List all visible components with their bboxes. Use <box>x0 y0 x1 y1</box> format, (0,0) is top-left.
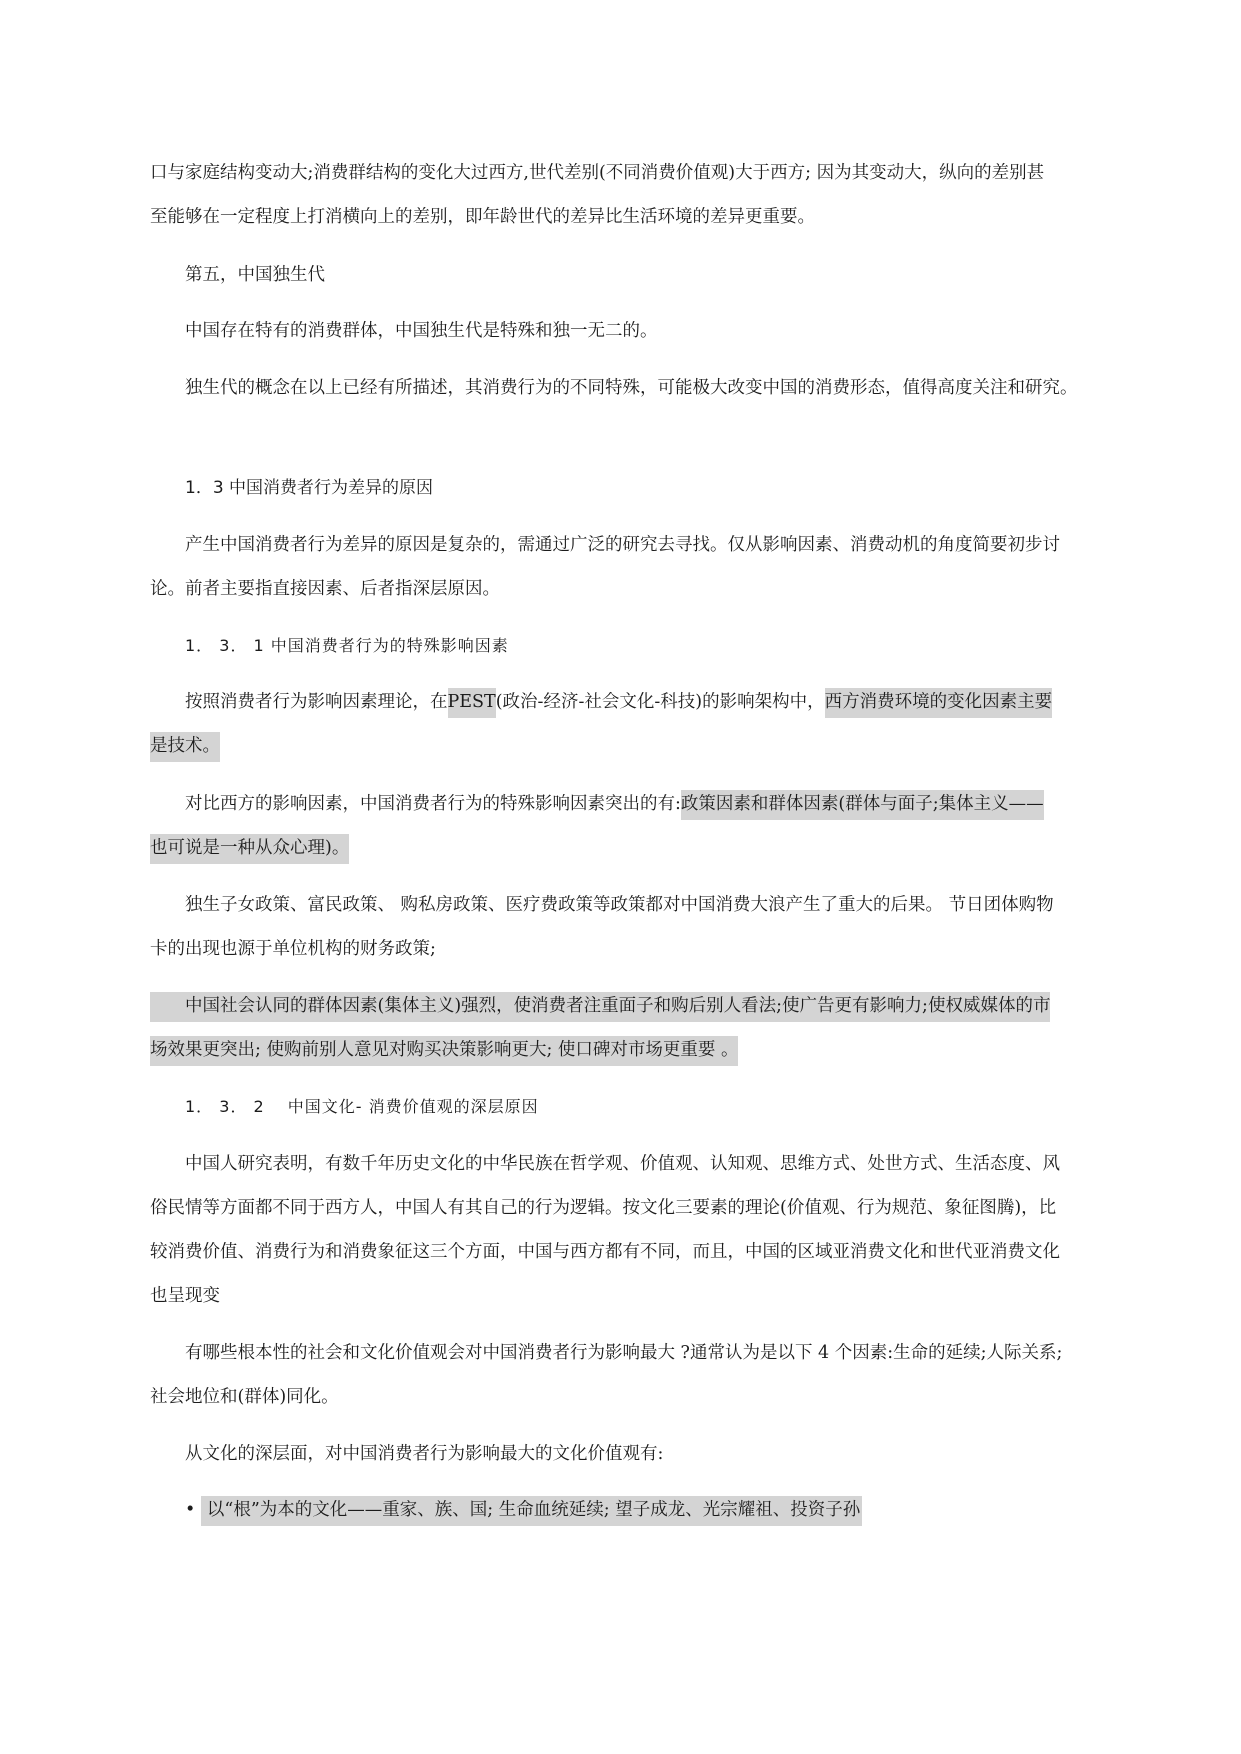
paragraph-line: 从文化的深层面，对中国消费者行为影响最大的文化价值观有: <box>185 1444 664 1464</box>
paragraph-line: 产生中国消费者行为差异的原因是复杂的，需通过广泛的研究去寻找。仅从影响因素、消费动机的角度简要初步讨 <box>185 535 1060 555</box>
paragraph-line <box>185 993 1050 1019</box>
highlighted-text: 以“根”为本的文化——重家、族、国; 生命血统延续; 望子成龙、光宗耀祖、投资子孙 <box>201 1496 862 1526</box>
paragraph-line: 也呈现变 <box>150 1286 220 1306</box>
paragraph-text: 对比西方的影响因素，中国消费者行为的特殊影响因素突出的有: <box>185 794 681 814</box>
section-heading: 1．3 中国消费者行为差异的原因 <box>185 478 434 498</box>
paragraph-line: 俗民情等方面都不同于西方人，中国人有其自己的行为逻辑。按文化三要素的理论(价值观、行为规范、象征图腾)，比 <box>150 1198 1057 1218</box>
paragraph-line: 中国存在特有的消费群体，中国独生代是特殊和独一无二的。 <box>185 321 658 341</box>
paragraph-text: 按照消费者行为影响因素理论，在 <box>185 692 448 712</box>
paragraph-line: 较消费价值、消费行为和消费象征这三个方面，中国与西方都有不同，而且，中国的区域亚消费文化和世代亚消费文化 <box>150 1242 1060 1262</box>
paragraph-line: 有哪些根本性的社会和文化价值观会对中国消费者行为影响最大 ?通常认为是以下 4 个因素:生命的延续;人际关系; <box>185 1343 1063 1363</box>
section-heading-fifth: 第五，中国独生代 <box>185 265 325 285</box>
paragraph-line: 社会地位和(群体)同化。 <box>150 1387 339 1407</box>
paragraph-line <box>185 791 1044 817</box>
highlighted-text: 政策因素和群体因素(群体与面子;集体主义—— <box>681 790 1044 820</box>
highlighted-text: PEST <box>448 688 496 718</box>
highlighted-text: 场效果更突出; 使购前别人意见对购买决策影响更大; 使口碑对市场更重要 。 <box>150 1036 738 1066</box>
highlighted-text: 中国社会认同的群体因素(集体主义)强烈，使消费者注重面子和购后别人看法;使广告更有影响力;使权威媒体的市 <box>150 992 1050 1022</box>
paragraph-line <box>185 689 1052 715</box>
paragraph-line: 论。前者主要指直接因素、后者指深层原因。 <box>150 579 500 599</box>
paragraph-text: (政治-经济-社会文化-科技)的影响架构中， <box>495 692 825 712</box>
paragraph-line: 口与家庭结构变动大;消费群结构的变化大过西方,世代差别(不同消费价值观)大于西方; 因为其变动大，纵向的差别甚 <box>150 163 1045 183</box>
paragraph-line: 独生子女政策、富民政策、 购私房政策、医疗费政策等政策都对中国消费大浪产生了重大的后果。 节日团体购物 <box>185 895 1054 915</box>
subsection-heading: 1． 3． 1 中国消费者行为的特殊影响因素 <box>185 636 509 655</box>
paragraph-line <box>150 835 349 861</box>
paragraph-line <box>150 733 220 759</box>
subsection-heading: 1． 3． 2 中国文化- 消费价值观的深层原因 <box>185 1097 539 1116</box>
paragraph-line: 卡的出现也源于单位机构的财务政策; <box>150 939 436 959</box>
bullet-item <box>185 1497 862 1523</box>
paragraph-line: 中国人研究表明，有数千年历史文化的中华民族在哲学观、价值观、认知观、思维方式、处世方式、生活态度、风 <box>185 1154 1060 1174</box>
bullet-marker: • <box>185 1500 196 1520</box>
highlighted-text: 西方消费环境的变化因素主要 <box>825 688 1053 718</box>
paragraph-line: 独生代的概念在以上已经有所描述，其消费行为的不同特殊，可能极大改变中国的消费形态，值得高度关注和研究。 <box>185 378 1078 398</box>
paragraph-line: 至能够在一定程度上打消横向上的差别，即年龄世代的差异比生活环境的差异更重要。 <box>150 207 815 227</box>
paragraph-line <box>150 1037 738 1063</box>
highlighted-text: 也可说是一种从众心理)。 <box>150 834 349 864</box>
highlighted-text: 是技术。 <box>150 732 220 762</box>
